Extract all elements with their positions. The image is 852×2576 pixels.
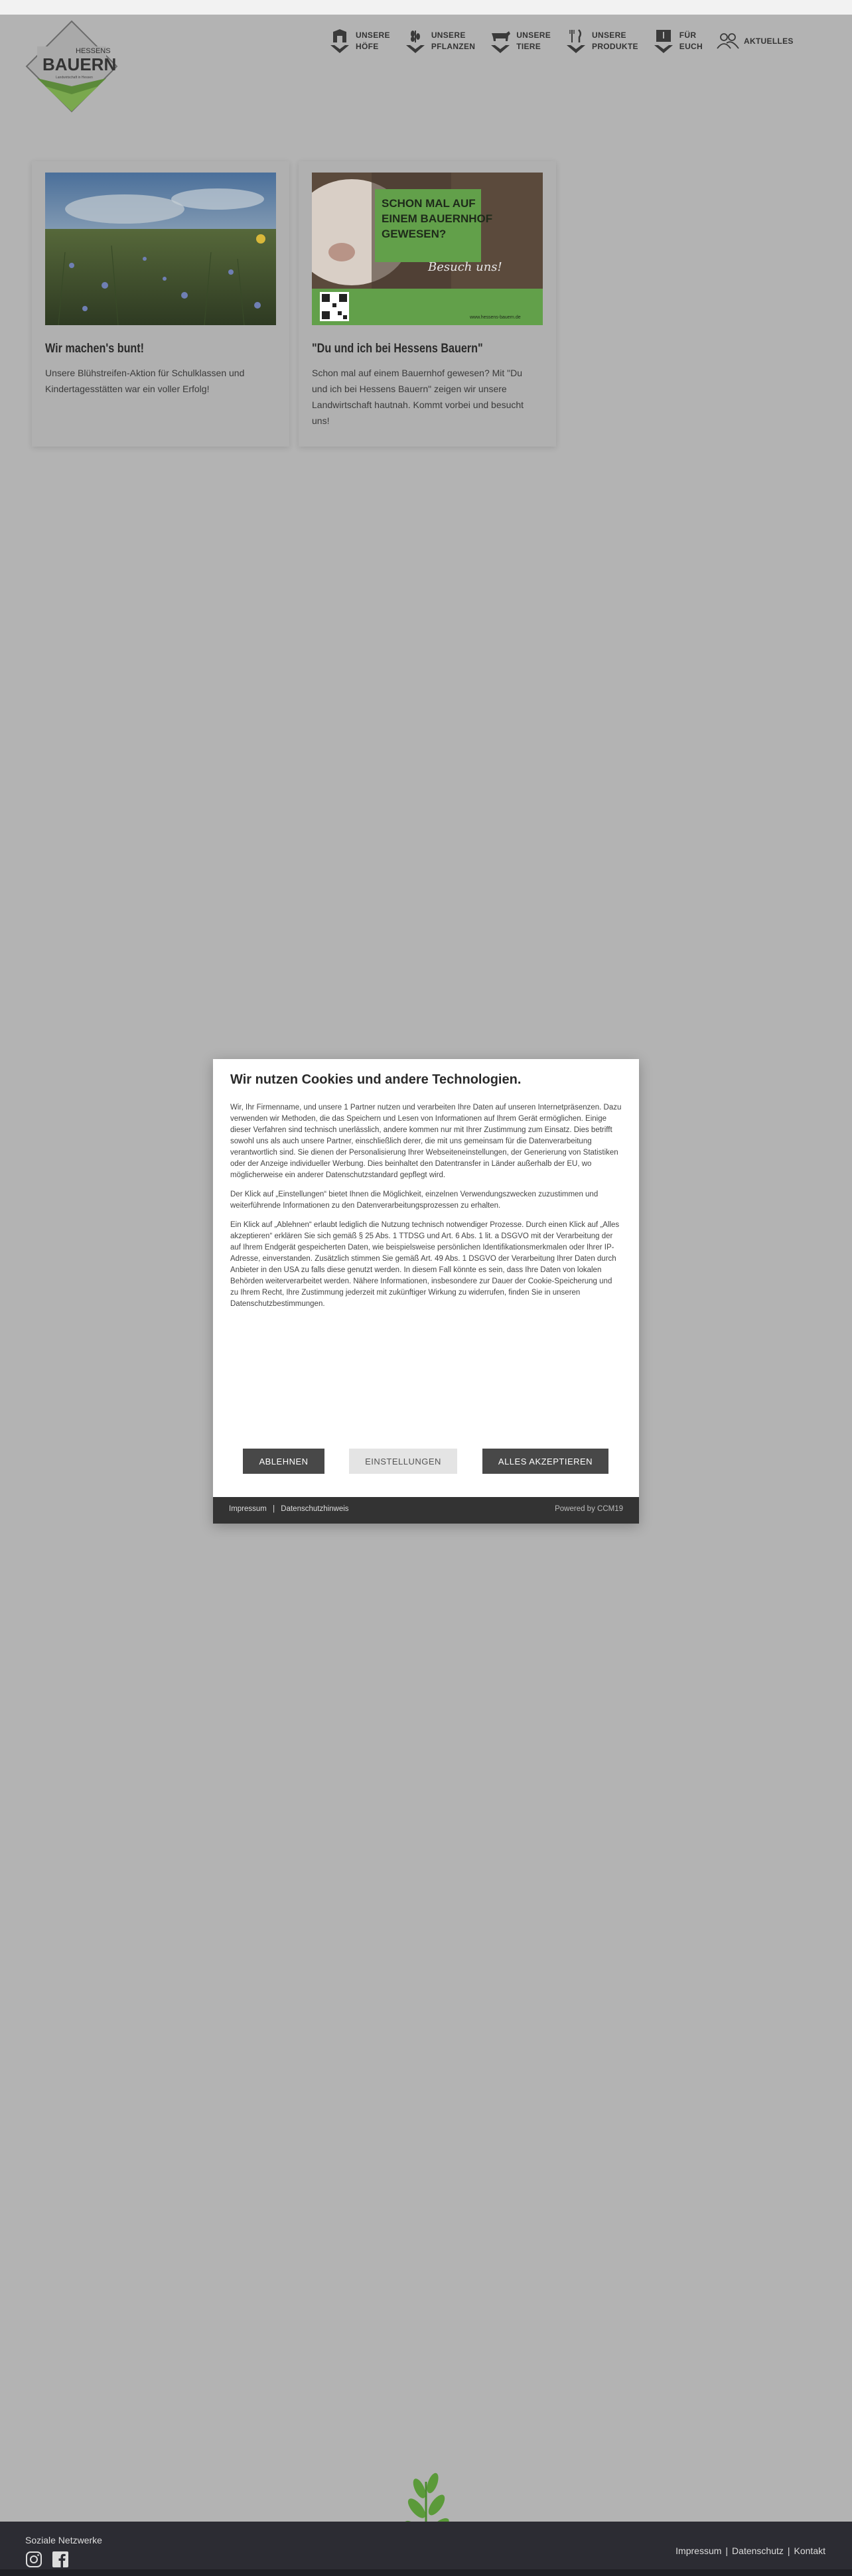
social-title: Soziale Netzwerke xyxy=(25,2535,102,2545)
reject-button[interactable]: ABLEHNEN xyxy=(243,1449,324,1474)
nav-item-tiere[interactable] xyxy=(488,27,551,56)
cookie-paragraph: Wir, Ihr Firmenname, und unsere 1 Partner nutzen und verarbeiten Ihre Daten auf unseren Internetpräsenzen. Dazu verwenden wir Methoden, die das Speichern und Lesen von Informationen auf Ihrem Gerät ermöglichen. Einige dieser Verfahren sind technisch unerlässlich, andere kommen nur mit Ihrer Zustimmung zum Einsatz. Dies betrifft sowohl uns als auch unsere Partner, einschließlich derer, die mit uns gemeinsam für die Datenverarbeitung verantwortlich sind. Sie dienen der Personalisierung Ihrer Webseiteneinstellungen, der Generierung von Statistiken oder der Anzeige individueller Werbung. Dies beinhaltet den Datentransfer in Länder außerhalb der EU, wo möglicherweise ein anderer Datenschutzstandard gepflegt wird. xyxy=(230,1104,622,1179)
cookie-privacy-link[interactable]: Datenschutzhinweis xyxy=(281,1505,349,1513)
site-footer xyxy=(0,2522,852,2576)
hessens-bauern-logo[interactable] xyxy=(25,20,118,113)
nav-fuer-euch-line2: EUCH xyxy=(679,42,703,51)
social-icons xyxy=(25,2551,78,2568)
people-icon xyxy=(716,27,740,56)
accept-all-button[interactable]: ALLES AKZEPTIEREN xyxy=(482,1449,608,1474)
footer-kontakt-link[interactable]: Kontakt xyxy=(794,2545,825,2556)
logo-sub-text: Landwirtschaft in Hessen xyxy=(56,76,93,80)
card-title[interactable]: "Du und ich bei Hessens Bauern" xyxy=(312,342,483,356)
nav-hoefe-line1: UNSERE xyxy=(356,31,390,40)
nav-item-fuer-euch[interactable] xyxy=(652,27,703,56)
nav-item-aktuelles[interactable] xyxy=(716,27,794,56)
promo-url: www.hessens-bauern.de xyxy=(470,315,521,320)
footer-separator: | xyxy=(787,2545,790,2556)
promo-headline-1: SCHON MAL AUF xyxy=(382,197,476,210)
news-card-du-und-ich[interactable] xyxy=(299,161,556,447)
nav-tiere-line1: UNSERE xyxy=(516,31,551,40)
nav-produkte-line2: PRODUKTE xyxy=(592,42,638,51)
powered-by-text: Powered by CCM19 xyxy=(555,1505,623,1513)
nav-item-hoefe[interactable] xyxy=(328,27,390,56)
cookie-paragraph: Der Klick auf „Einstellungen“ bietet Ihnen die Möglichkeit, einzelnen Verwendungszwecken zuzustimmen und weiterführende Informationen zu den Datenverarbeitungsprozessen zu erhalten. xyxy=(230,1190,599,1210)
farm-visit-promo-image xyxy=(312,173,543,325)
cow-icon xyxy=(488,27,512,56)
cookie-body xyxy=(230,1102,622,1318)
cookie-footer xyxy=(213,1497,639,1524)
footer-links xyxy=(675,2545,825,2556)
promo-script: Besuch uns! xyxy=(428,260,502,274)
nav-fuer-euch-line1: FÜR xyxy=(679,31,697,40)
nav-pflanzen-line1: UNSERE xyxy=(431,31,466,40)
cookie-footer-separator: | xyxy=(273,1505,275,1513)
main-navigation xyxy=(328,27,807,56)
bottom-strip xyxy=(0,2569,852,2576)
card-text: Unsere Blühstreifen-Aktion für Schulklassen und Kindertagesstätten war ein voller Erfolg! xyxy=(45,368,245,394)
promo-headline-3: GEWESEN? xyxy=(382,228,447,240)
cookie-consent-dialog xyxy=(213,1059,639,1524)
cookie-paragraph: Ein Klick auf „Ablehnen“ erlaubt lediglich die Nutzung technisch notwendiger Prozesse. Durch einen Klick auf „Alles akzeptieren“ erklären Sie sich gemäß § 25 Abs. 1 TTDSG und Art. 6 Abs. 1 lit. a DSGVO mit der Verarbeitung der auf Ihrem Endgerät gespeicherten Daten, wie beispielsweise persönlichen Identifikationsmerkmalen oder Ihrer IP-Adresse, einverstanden. Zusätzlich stimmen Sie gemäß Art. 49 Abs. 1 DSGVO der Verarbeitung Ihrer Daten durch Anbieter in den USA zu falls diese genutzt werden. In diesem Fall könnte es sein, dass Ihre Daten von lokalen Behörden weiterverarbeitet werden. Nähere Informationen, insbesondere zur Dauer der Cookie-Speicherung und zu Ihrem Recht, Ihre Zustimmung jederzeit mit zukünftiger Wirkung zu widerrufen, finden Sie in unseren Datenschutzbestimmungen. xyxy=(230,1221,620,1308)
footer-impressum-link[interactable]: Impressum xyxy=(675,2545,722,2556)
cookie-title: Wir nutzen Cookies und andere Technologien. xyxy=(230,1072,522,1087)
nav-pflanzen-line2: PFLANZEN xyxy=(431,42,476,51)
nav-tiere-line2: TIERE xyxy=(516,42,541,51)
cookie-impressum-link[interactable]: Impressum xyxy=(229,1505,267,1513)
wheat-icon xyxy=(403,27,427,56)
nav-produkte-line1: UNSERE xyxy=(592,31,626,40)
card-title[interactable]: Wir machen's bunt! xyxy=(45,342,145,356)
farmhouse-icon xyxy=(328,27,352,56)
instagram-icon[interactable] xyxy=(25,2551,42,2568)
footer-separator: | xyxy=(725,2545,729,2556)
settings-button[interactable]: EINSTELLUNGEN xyxy=(349,1449,457,1474)
logo-main-text: BAUERN xyxy=(42,54,117,74)
promo-headline-2: EINEM BAUERNHOF xyxy=(382,212,493,225)
nav-item-produkte[interactable] xyxy=(564,27,638,56)
cutlery-icon xyxy=(564,27,588,56)
nav-hoefe-line2: HÖFE xyxy=(356,42,379,51)
logo-top-text: HESSENS xyxy=(76,47,111,55)
flower-meadow-image xyxy=(45,173,276,325)
nav-item-pflanzen[interactable] xyxy=(403,27,475,56)
info-icon xyxy=(652,27,675,56)
news-card-bluehstreifen[interactable] xyxy=(32,161,289,447)
top-bar xyxy=(0,0,852,15)
card-text: Schon mal auf einem Bauernhof gewesen? Mit "Du und ich bei Hessens Bauern" zeigen wir unsere Landwirtschaft hautnah. Kommt vorbei und besucht uns! xyxy=(312,368,524,426)
facebook-icon[interactable] xyxy=(52,2551,69,2568)
nav-aktuelles-label: AKTUELLES xyxy=(743,36,794,46)
footer-datenschutz-link[interactable]: Datenschutz xyxy=(732,2545,784,2556)
